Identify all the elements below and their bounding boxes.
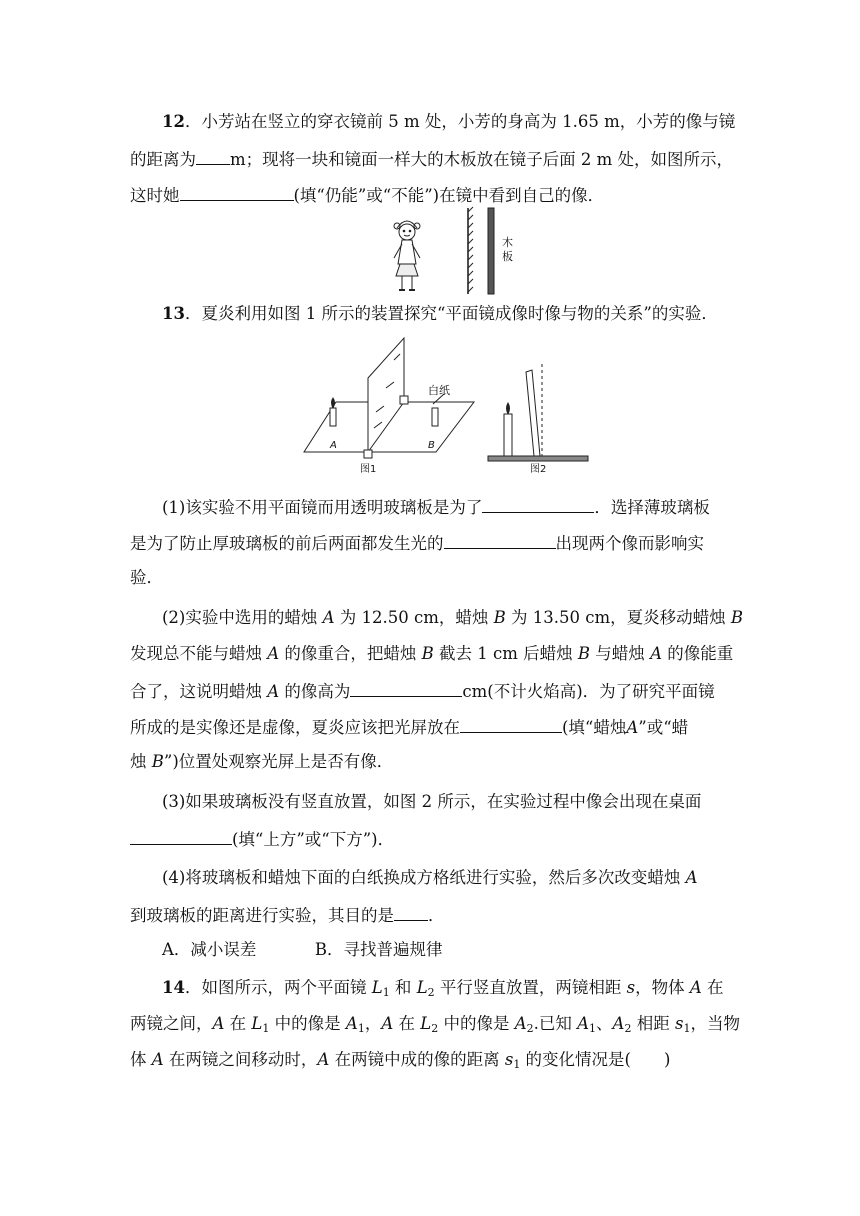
q13-part-3-line-2: (填“上方”或“下方”)． — [130, 826, 394, 852]
mirror-icon — [468, 207, 473, 294]
q12-line-2: 的距离为 m；现将一块和镜面一样大的木板放在镜子后面 2 m 处，如图所示， — [130, 146, 733, 172]
board-label-1: 木 — [502, 236, 513, 249]
q13-intro: 13．夏炎利用如图 1 所示的装置探究“平面镜成像时像与物的关系”的实验． — [162, 304, 718, 323]
q13-part-2-line-1: (2)实验中选用的蜡烛 A 为 12.50 cm，蜡烛 B 为 13.50 cm，夏炎移动蜡烛 B — [162, 608, 744, 627]
q12-blank-1[interactable] — [196, 146, 230, 165]
option-b[interactable]: B．寻找普遍规律 — [314, 940, 443, 959]
figure-2-label: 图2 — [530, 464, 547, 475]
q12-blank-2[interactable] — [180, 182, 294, 201]
girl-icon — [394, 221, 420, 290]
q14-line-1: 14．如图所示，两个平面镜 $L_1$ 和 $L_2$ 平行竖直放置，两镜相距 s，物体 A 在 — [162, 978, 724, 999]
q13-blank-3[interactable] — [350, 678, 462, 697]
q13-part-2-line-4: 所成的是实像还是虚像，夏炎应该把光屏放在 (填“蜡烛A”或“蜡 — [130, 714, 688, 740]
q13-number: 13 — [162, 304, 185, 323]
q12-figure — [380, 206, 530, 298]
candle-b-label: B — [428, 440, 435, 451]
q13-options — [162, 938, 443, 962]
q14-number: 14 — [162, 978, 185, 997]
q13-part-1-line-1: (1)该实验不用平面镜而用透明玻璃板是为了 ．选择薄玻璃板 — [162, 494, 710, 520]
q12-number: 12 — [162, 112, 185, 131]
q12-line-3: 这时她 (填“仍能”或“不能”)在镜中看到自己的像． — [130, 182, 604, 208]
q13-blank-5[interactable] — [130, 826, 232, 845]
figure-1-label: 图1 — [360, 464, 377, 475]
board-label-2: 板 — [502, 250, 513, 263]
q13-part-1-line-2: 是为了防止厚玻璃板的前后两面都发生光的 出现两个像而影响实 — [130, 530, 704, 556]
q13-blank-2[interactable] — [444, 530, 556, 549]
q14-line-3: 体 A 在两镜之间移动时，A 在两镜中成的像的距离 $s_1$ 的变化情况是( ) — [130, 1050, 671, 1071]
q13-part-4-line-1: (4)将玻璃板和蜡烛下面的白纸换成方格纸进行实验，然后多次改变蜡烛 A — [162, 868, 698, 887]
candle-a-label: A — [330, 440, 337, 451]
q13-blank-1[interactable] — [482, 494, 594, 513]
q12-line-1: 12．小芳站在竖立的穿衣镜前 5 m 处，小芳的身高为 1.65 m，小芳的像与镜 — [162, 112, 736, 131]
q13-part-1-line-3: 验． — [130, 568, 163, 587]
figure-2 — [488, 364, 588, 461]
q14-line-2: 两镜之间，A 在 $L_1$ 中的像是 $A_1$，A 在 $L_2$ 中的像是 $A_2$.已知 $A_1$、$A_2$ 相距 $s_1$，当物 — [130, 1014, 740, 1035]
q13-figures — [300, 336, 600, 476]
wooden-board — [488, 208, 494, 294]
paper-label: 白纸 — [428, 384, 450, 397]
option-a[interactable]: A．减小误差 — [162, 940, 257, 959]
q13-part-2-line-3: 合了，这说明蜡烛 A 的像高为 cm(不计火焰高)．为了研究平面镜 — [130, 678, 715, 704]
q13-part-2-line-2: 发现总不能与蜡烛 A 的像重合，把蜡烛 B 截去 1 cm 后蜡烛 B 与蜡烛 A 的像能重 — [130, 644, 734, 663]
q13-part-2-line-5: 烛 B”)位置处观察光屏上是否有像． — [130, 752, 394, 771]
q13-blank-6[interactable] — [394, 902, 428, 921]
q13-blank-4[interactable] — [460, 714, 562, 733]
q13-part-3-line-1: (3)如果玻璃板没有竖直放置，如图 2 所示，在实验过程中像会出现在桌面 — [162, 792, 702, 811]
q13-part-4-line-2: 到玻璃板的距离进行实验，其目的是 ． — [130, 902, 445, 928]
